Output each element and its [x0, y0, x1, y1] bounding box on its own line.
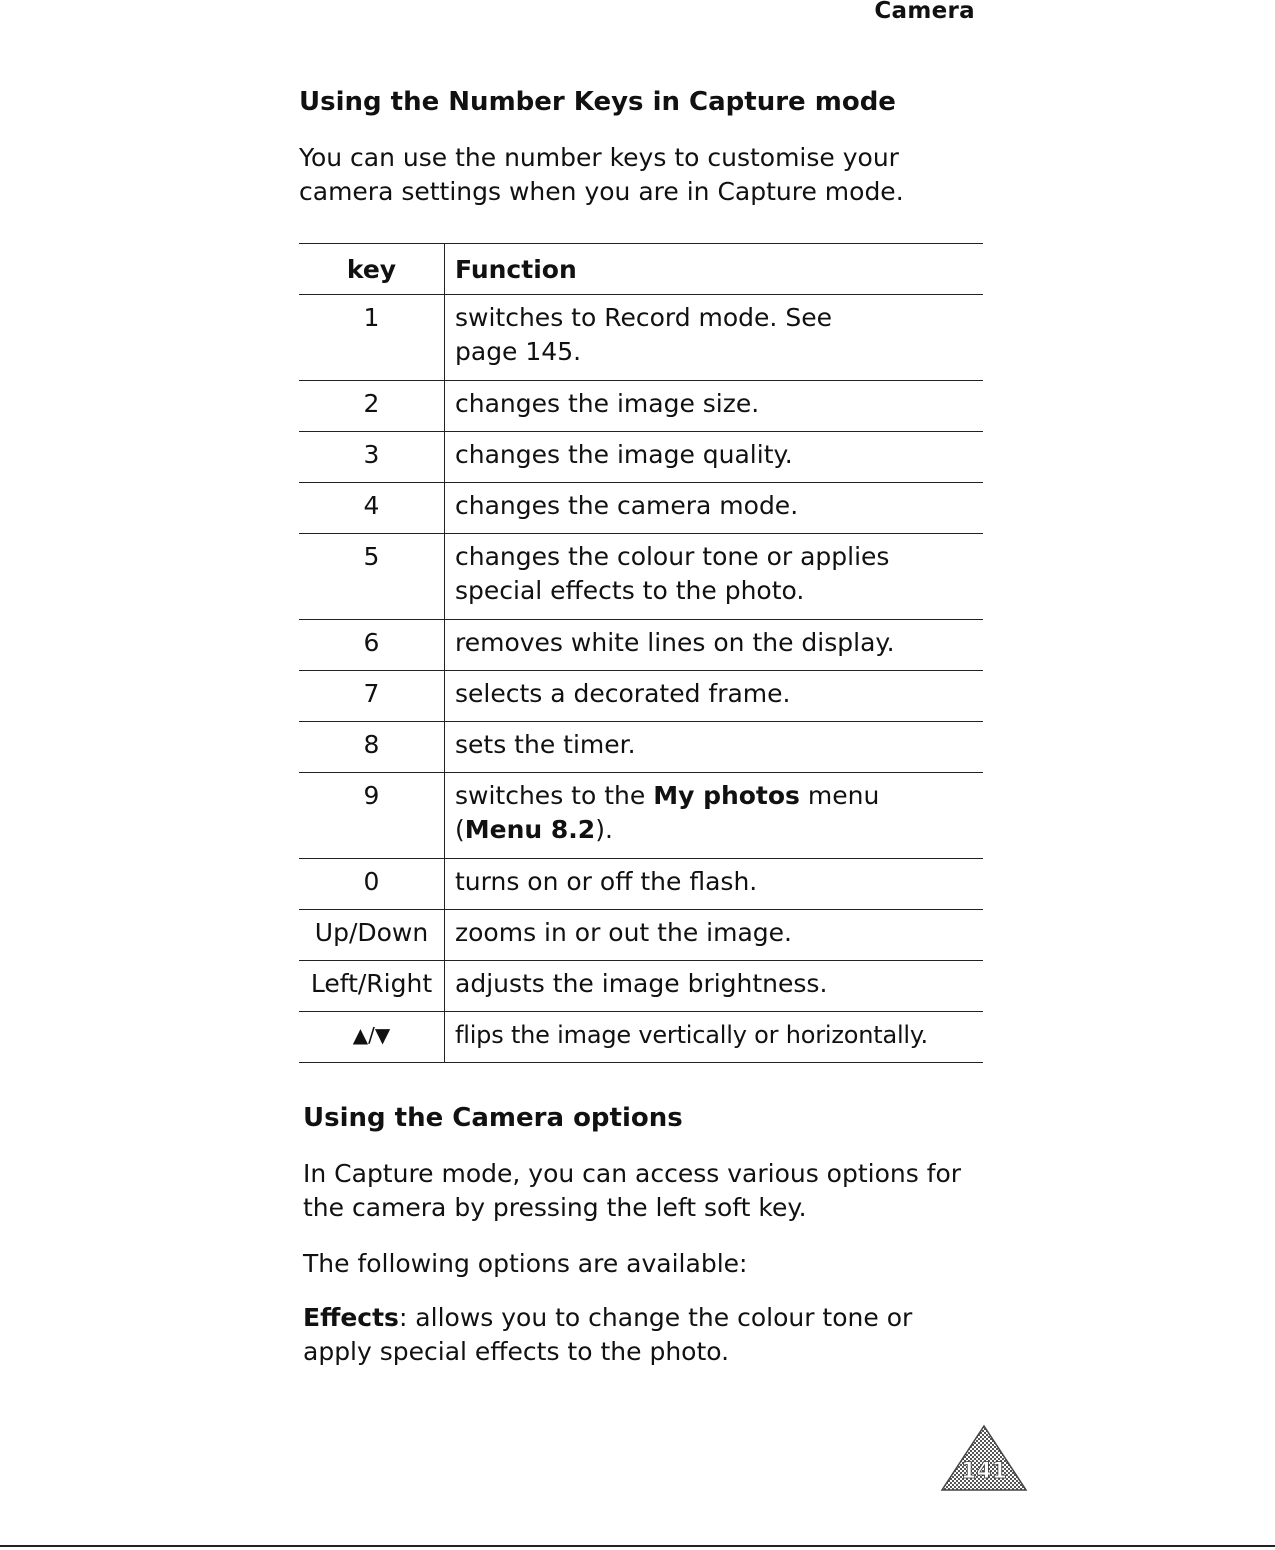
effects-label: Effects [303, 1303, 399, 1332]
intro-paragraph: You can use the number keys to customise your camera settings when you are in Capture mode. [299, 143, 904, 206]
table-row [299, 1012, 983, 1063]
table-row [299, 432, 983, 483]
function-cell: changes the colour tone or applies special effects to the photo. [445, 534, 984, 620]
key-cell: 0 [299, 859, 445, 910]
page-number: 141 [961, 1459, 1007, 1484]
function-cell: adjusts the image brightness. [445, 961, 984, 1012]
table-header-row [299, 244, 983, 295]
number-keys-table [299, 243, 983, 1063]
function-cell: flips the image vertically or horizontally. [445, 1012, 984, 1063]
page-number-badge [940, 1424, 1028, 1494]
key-cell: 7 [299, 671, 445, 722]
function-cell: sets the timer. [445, 722, 984, 773]
function-cell: changes the image quality. [445, 432, 984, 483]
function-cell: switches to the My photos menu (Menu 8.2). [445, 773, 984, 859]
key-cell: 8 [299, 722, 445, 773]
chapter-header: Camera [874, 0, 975, 24]
column-header-function: Function [445, 244, 984, 295]
function-cell: turns on or off the flash. [445, 859, 984, 910]
table-row [299, 381, 983, 432]
key-cell: 1 [299, 295, 445, 381]
menu-ref-label: Menu 8.2 [464, 815, 596, 844]
key-cell: 4 [299, 483, 445, 534]
key-cell: 6 [299, 620, 445, 671]
key-cell-nav-arrows: ▲/▼ [299, 1012, 445, 1063]
table-row [299, 534, 983, 620]
page-bottom-rule [0, 1545, 1275, 1547]
effects-description: : allows you to change the colour tone or apply special effects to the photo. [303, 1303, 913, 1366]
key-cell: 9 [299, 773, 445, 859]
key-cell: Left/Right [299, 961, 445, 1012]
available-options-paragraph: The following options are available: [303, 1249, 748, 1278]
function-cell: selects a decorated frame. [445, 671, 984, 722]
key-cell: Up/Down [299, 910, 445, 961]
table-row [299, 483, 983, 534]
table-row [299, 671, 983, 722]
key-cell: 2 [299, 381, 445, 432]
table-row [299, 620, 983, 671]
function-cell: zooms in or out the image. [445, 910, 984, 961]
table-row [299, 859, 983, 910]
table-row [299, 722, 983, 773]
table-row [299, 773, 983, 859]
table-row [299, 295, 983, 381]
key-cell: 5 [299, 534, 445, 620]
section-title-number-keys: Using the Number Keys in Capture mode [299, 87, 896, 117]
key-cell: 3 [299, 432, 445, 483]
function-cell: switches to Record mode. See page 145. [445, 295, 984, 381]
column-header-key: key [299, 244, 445, 295]
my-photos-label: My photos [653, 781, 800, 810]
effects-paragraph [303, 1301, 963, 1369]
table-row [299, 910, 983, 961]
section-title-camera-options: Using the Camera options [303, 1103, 683, 1133]
table-row [299, 961, 983, 1012]
function-cell: removes white lines on the display. [445, 620, 984, 671]
options-paragraph: In Capture mode, you can access various options for the camera by pressing the left soft key. [303, 1159, 962, 1222]
function-cell: changes the camera mode. [445, 483, 984, 534]
function-cell: changes the image size. [445, 381, 984, 432]
